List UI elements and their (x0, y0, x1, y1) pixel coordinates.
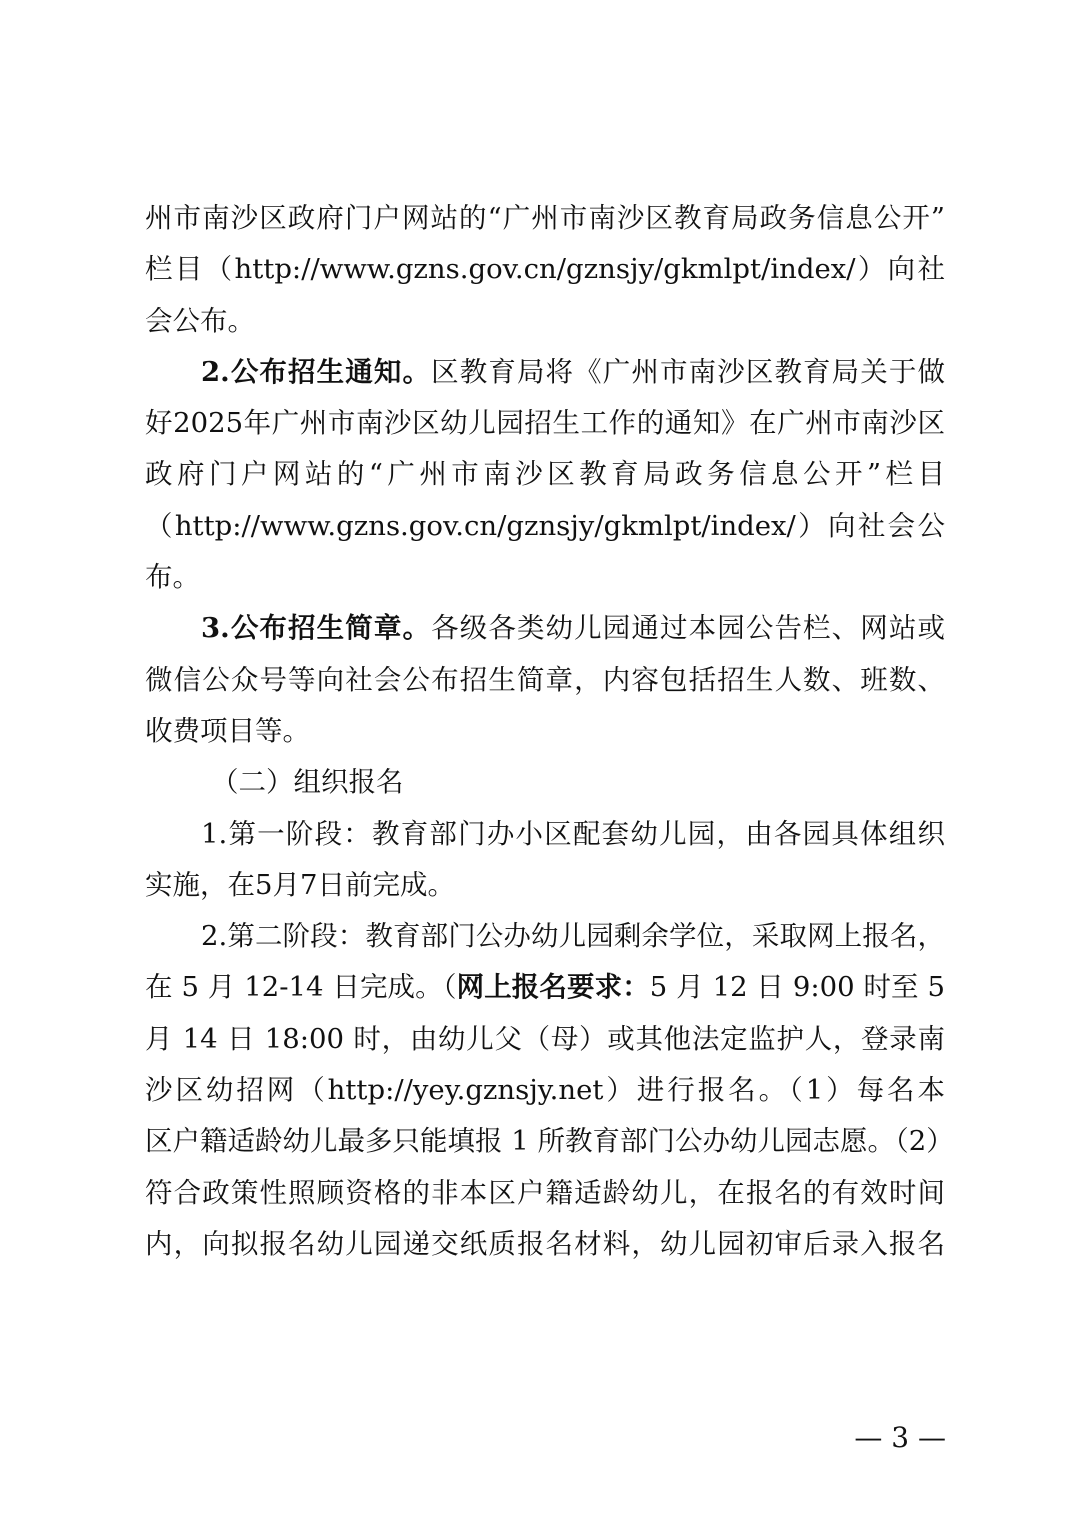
item-heading: 3.公布招生简章。 (201, 612, 432, 645)
text-line: （http://www.gzns.gov.cn/gznsjy/gkmlpt/index/）向社会公 (145, 509, 945, 542)
document-body (145, 193, 954, 1270)
paragraph-first-line (145, 347, 945, 398)
text-line: 微信公众号等向社会公布招生简章，内容包括招生人数、班数、 (145, 663, 945, 696)
text-run: 各级各类幼儿园通过本园公告栏、网站或 (431, 612, 945, 645)
page-number: — 3 — (854, 1421, 946, 1454)
text-line: 符合政策性照顾资格的非本区户籍适龄幼儿，在报名的有效时间 (145, 1176, 945, 1209)
text-line: 政府门户网站的“广州市南沙区教育局政务信息公开”栏目 (145, 458, 945, 491)
text-line: 布。 (145, 561, 200, 594)
text-line: 2.第二阶段：教育部门公办幼儿园剩余学位，采取网上报名， (201, 920, 945, 953)
text-line: 实施，在5月7日前完成。 (145, 868, 455, 901)
text-line: 收费项目等。 (145, 714, 310, 747)
text-line-mixed (145, 962, 945, 1013)
text-run: 区教育局将《广州市南沙区教育局关于做 (431, 355, 945, 388)
paragraph-first-line (145, 603, 945, 654)
text-line: 好2025年广州市南沙区幼儿园招生工作的通知》在广州市南沙区 (145, 407, 945, 440)
text-line: 月 14 日 18:00 时，由幼儿父（母）或其他法定监护人，登录南 (145, 1022, 945, 1055)
text-line: 栏目（http://www.gzns.gov.cn/gznsjy/gkmlpt/index/）向社 (145, 253, 945, 286)
item-heading: 2.公布招生通知。 (201, 355, 432, 388)
text-line: 1.第一阶段：教育部门办小区配套幼儿园，由各园具体组织 (201, 817, 945, 850)
text-line: 州市南沙区政府门户网站的“广州市南沙区教育局政务信息公开” (145, 202, 945, 234)
bold-run: 网上报名要求： (456, 971, 650, 1004)
text-line: 会公布。 (145, 304, 255, 337)
text-line: 内，向拟报名幼儿园递交纸质报名材料，幼儿园初审后录入报名 (145, 1227, 945, 1260)
text-line: 沙区幼招网（http://yey.gznsjy.net）进行报名。（1）每名本 (145, 1074, 945, 1107)
text-run: 5 月 12 日 9:00 时至 5 (649, 971, 945, 1004)
text-run: 在 5 月 12-14 日完成。（ (145, 971, 457, 1004)
section-heading: （二）组织报名 (211, 766, 404, 799)
text-line: 区户籍适龄幼儿最多只能填报 1 所教育部门公办幼儿园志愿。（2） (145, 1125, 954, 1158)
